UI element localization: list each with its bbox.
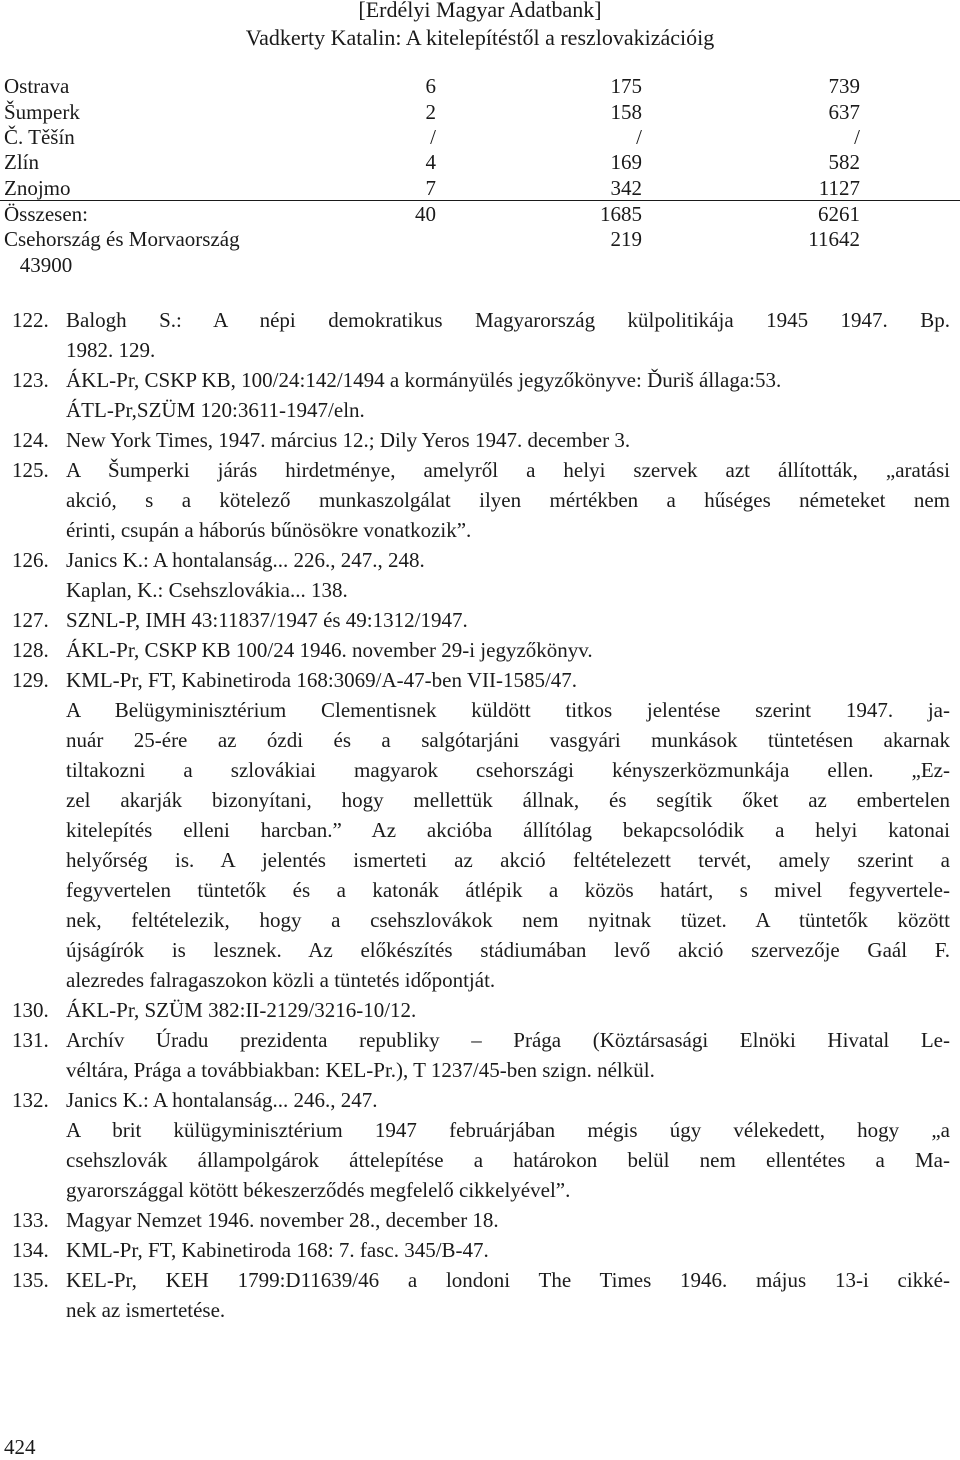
note-line: Janics K.: A hontalanság... 246., 247.	[66, 1088, 378, 1112]
row-value: 175	[610, 74, 642, 98]
row-value: 158	[610, 100, 642, 124]
list-item	[0, 635, 960, 665]
note-text	[66, 635, 950, 665]
note-line: csehszlovák állampolgárok áttelepítése a határokon belül nem ellentétes a Ma-	[66, 1148, 950, 1172]
table-row	[0, 226, 960, 252]
row-label: Csehország és Morvaország	[4, 227, 240, 251]
row-value: 6	[425, 74, 436, 98]
note-text	[66, 425, 950, 455]
row-label: Znojmo	[4, 176, 71, 200]
row-value: 219	[610, 227, 642, 251]
note-line: újságírók is lesznek. Az előkészítés stádiumában levő akció szervezője Gaál F.	[66, 938, 950, 962]
note-line: KML-Pr, FT, Kabinetiroda 168:3069/A-47-ben VII-1585/47.	[66, 668, 578, 692]
list-item	[0, 305, 960, 365]
row-value: /	[430, 125, 436, 149]
row-label: Összesen:	[4, 202, 88, 226]
note-text	[66, 1085, 950, 1205]
list-item	[0, 455, 960, 545]
list-item	[0, 605, 960, 635]
table-row	[0, 175, 960, 201]
note-number: 126.	[12, 548, 49, 572]
note-number: 135.	[12, 1268, 49, 1292]
row-value: 342	[610, 176, 642, 200]
note-line: Magyar Nemzet 1946. november 28., december 18.	[66, 1208, 499, 1232]
row-value: 40	[415, 202, 436, 226]
note-line: ÁKL-Pr, CSKP KB, 100/24:142/1494 a kormányülés jegyzőkönyve: Ďuriš állaga:53.	[66, 368, 782, 392]
note-line: A Belügyminisztérium Clementisnek küldött titkos jelentése szerint 1947. ja-	[66, 698, 950, 722]
note-number: 122.	[12, 308, 49, 332]
table-row	[0, 73, 960, 99]
note-text	[66, 305, 950, 365]
footnotes	[0, 305, 960, 1325]
row-value: 637	[828, 100, 860, 124]
table-row	[0, 124, 960, 150]
row-label: 43900	[4, 253, 73, 277]
list-item	[0, 1265, 960, 1325]
note-number: 125.	[12, 458, 49, 482]
list-item	[0, 1025, 960, 1085]
list-item	[0, 995, 960, 1025]
list-item	[0, 425, 960, 455]
note-text	[66, 1265, 950, 1325]
note-line: Kaplan, K.: Csehszlovákia... 138.	[66, 578, 348, 602]
table-row	[0, 99, 960, 125]
note-line: nek az ismertetése.	[66, 1298, 226, 1322]
row-label: Č. Těšín	[4, 125, 75, 149]
note-number: 131.	[12, 1028, 49, 1052]
note-line: A brit külügyminisztérium 1947 februárjában mégis úgy vélekedett, hogy „a	[66, 1118, 950, 1142]
row-value: 7	[425, 176, 436, 200]
note-line: nuár 25-ére az ózdi és a salgótarjáni vasgyári munkások tüntetésen akarnak	[66, 728, 950, 752]
table-row	[0, 201, 960, 227]
note-text	[66, 1205, 950, 1235]
note-number: 133.	[12, 1208, 49, 1232]
row-value: 582	[828, 150, 860, 174]
row-label: Zlín	[4, 150, 39, 174]
note-line: fegyvertelen tüntetők és a katonák átlépik a közös határt, s mivel fegyvertele-	[66, 878, 950, 902]
note-text	[66, 605, 950, 635]
list-item	[0, 1235, 960, 1265]
note-line: SZNL-P, IMH 43:11837/1947 és 49:1312/1947.	[66, 608, 468, 632]
note-number: 128.	[12, 638, 49, 662]
table-row	[0, 252, 960, 278]
note-text	[66, 455, 950, 545]
table-rule	[0, 200, 960, 201]
row-value: 1127	[818, 176, 860, 200]
note-number: 132.	[12, 1088, 49, 1112]
note-text	[66, 665, 950, 995]
note-number: 134.	[12, 1238, 49, 1262]
note-line: Archív Úradu prezidenta republiky – Prága (Köztársasági Elnöki Hivatal Le-	[66, 1028, 950, 1052]
row-label: Šumperk	[4, 100, 80, 124]
list-item	[0, 1085, 960, 1205]
note-line: Janics K.: A hontalanság... 226., 247., 248.	[66, 548, 425, 572]
note-number: 124.	[12, 428, 49, 452]
note-line: 1982. 129.	[66, 338, 156, 362]
table-row	[0, 149, 960, 175]
list-item	[0, 1205, 960, 1235]
page-number: 424	[4, 1435, 36, 1459]
note-line: KML-Pr, FT, Kabinetiroda 168: 7. fasc. 345/B-47.	[66, 1238, 489, 1262]
note-line: tiltakozni a szlovákiai magyarok csehországi kényszerközmunkája ellen. „Ez-	[66, 758, 950, 782]
note-number: 123.	[12, 368, 49, 392]
note-text	[66, 995, 950, 1025]
header-source: [Erdélyi Magyar Adatbank]	[358, 0, 602, 22]
note-line: helyőrség is. A jelentés ismerteti az akció feltételezett tervét, amely szerint a	[66, 848, 950, 872]
row-value: 11642	[808, 227, 860, 251]
note-line: A Šumperki járás hirdetménye, amelyről a helyi szervek azt állították, „aratási	[66, 458, 950, 482]
note-text	[66, 1025, 950, 1085]
note-line: akció, s a kötelező munkaszolgálat ilyen mértékben a hűséges németeket nem	[66, 488, 950, 512]
row-value: /	[854, 125, 860, 149]
note-line: ÁKL-Pr, CSKP KB 100/24 1946. november 29-i jegyzőkönyv.	[66, 638, 593, 662]
note-text	[66, 1235, 950, 1265]
row-label: Ostrava	[4, 74, 70, 98]
list-item	[0, 545, 960, 605]
row-value: 2	[425, 100, 436, 124]
note-number: 129.	[12, 668, 49, 692]
note-line: nek, feltételezik, hogy a csehszlovákok nem nyitnak tüzet. A tüntetők között	[66, 908, 950, 932]
note-line: New York Times, 1947. március 12.; Dily Yeros 1947. december 3.	[66, 428, 631, 452]
note-line: véltára, Prága a továbbiakban: KEL-Pr.), T 1237/45-ben szign. nélkül.	[66, 1058, 655, 1082]
header-title: Vadkerty Katalin: A kitelepítéstől a reszlovakizációig	[245, 25, 715, 50]
note-text	[66, 365, 950, 425]
note-line: ÁTL-Pr,SZÜM 120:3611-1947/eln.	[66, 398, 365, 422]
note-line: kitelepítés elleni harcban.” Az akcióba állítólag bekapcsolódik a helyi katonai	[66, 818, 950, 842]
note-number: 127.	[12, 608, 49, 632]
row-value: 739	[828, 74, 860, 98]
list-item	[0, 365, 960, 425]
row-value: /	[636, 125, 642, 149]
note-line: alezredes falragaszokon közli a tüntetés időpontját.	[66, 968, 496, 992]
row-value: 169	[610, 150, 642, 174]
note-text	[66, 545, 950, 605]
row-value: 1685	[600, 202, 642, 226]
list-item	[0, 665, 960, 995]
row-value: 4	[425, 150, 436, 174]
note-line: Balogh S.: A népi demokratikus Magyarország külpolitikája 1945 1947. Bp.	[66, 308, 950, 332]
note-line: gyarországgal kötött békeszerződés megfelelő cikkelyével”.	[66, 1178, 571, 1202]
note-number: 130.	[12, 998, 49, 1022]
note-line: ÁKL-Pr, SZÜM 382:II-2129/3216-10/12.	[66, 998, 417, 1022]
note-line: érinti, csupán a háborús bűnösökre vonatkozik”.	[66, 518, 472, 542]
note-line: zel akarják bizonyítani, hogy mellettük állnak, és segítik őket az embertelen	[66, 788, 950, 812]
row-value: 6261	[818, 202, 860, 226]
note-line: KEL-Pr, KEH 1799:D11639/46 a londoni The Times 1946. május 13-i cikké-	[66, 1268, 950, 1292]
